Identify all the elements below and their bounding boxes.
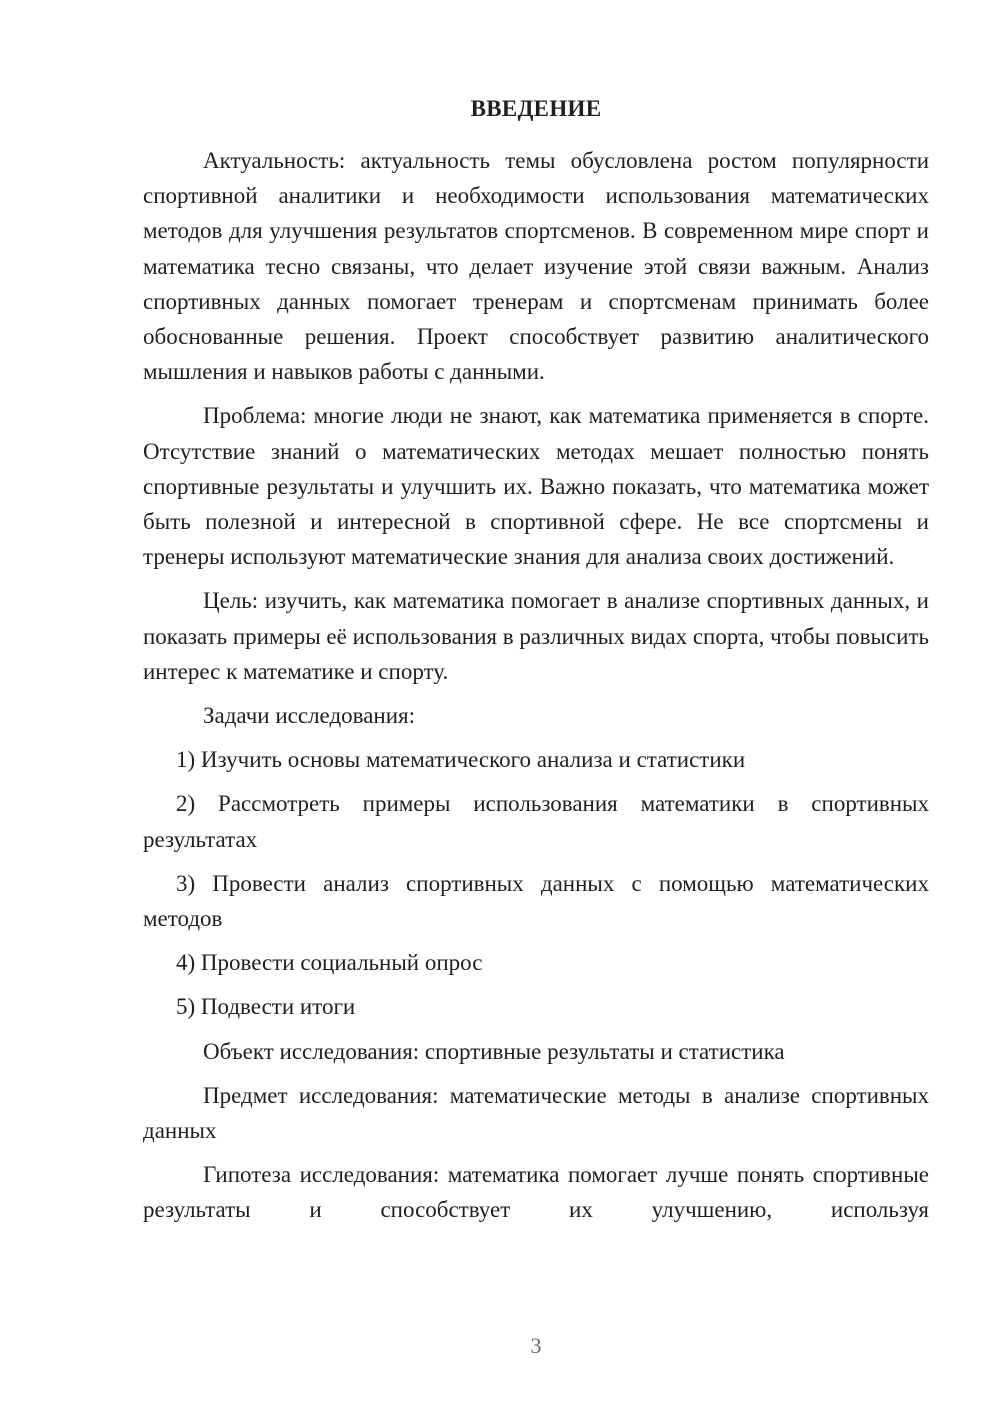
goal-paragraph: Цель: изучить, как математика помогает в анализе спортивных данных, и показать примеры её использования в различных видах спорта, чтобы повысить интерес к математике и спорту. xyxy=(143,588,929,684)
task-item-3: 3) Провести анализ спортивных данных с помощью математических методов xyxy=(143,870,929,932)
task-item-2: 2) Рассмотреть примеры использования математики в спортивных результатах xyxy=(143,791,929,852)
document-body xyxy=(143,143,929,1228)
research-subject-paragraph: Предмет исследования: математические методы в анализе спортивных данных xyxy=(143,1082,929,1144)
hypothesis-paragraph: Гипотеза исследования: математика помогает лучше понять спортивные результаты и способствует их улучшению, используя xyxy=(143,1162,929,1223)
research-object-paragraph: Объект исследования: спортивные результаты и статистика xyxy=(203,1038,785,1064)
problem-paragraph: Проблема: многие люди не знают, как математика применяется в спорте. Отсутствие знаний о математических методах мешает полностью понять спортивные результаты и улучшить их. Важно показать, что математика может быть полезной и интересной в спортивной сфере. Не все спортсмены и тренеры используют математические знания для анализа своих достижений. xyxy=(143,403,929,570)
task-item-1: 1) Изучить основы математического анализа и статистики xyxy=(176,747,746,773)
relevance-paragraph: Актуальность: актуальность темы обусловлена ростом популярности спортивной аналитики и необходимости использования математических методов для улучшения результатов спортсменов. В современном мире спорт и математика тесно связаны, что делает изучение этой связи важным. Анализ спортивных данных помогает тренерам и спортсменам принимать более обоснованные решения. Проект способствует развитию аналитического мышления и навыков работы с данными. xyxy=(143,148,929,385)
page-number: 3 xyxy=(530,1333,542,1358)
task-item-4: 4) Провести социальный опрос xyxy=(176,950,483,976)
section-heading: ВВЕДЕНИЕ xyxy=(470,96,602,121)
tasks-heading: Задачи исследования: xyxy=(203,703,416,729)
task-item-5: 5) Подвести итоги xyxy=(176,994,356,1020)
